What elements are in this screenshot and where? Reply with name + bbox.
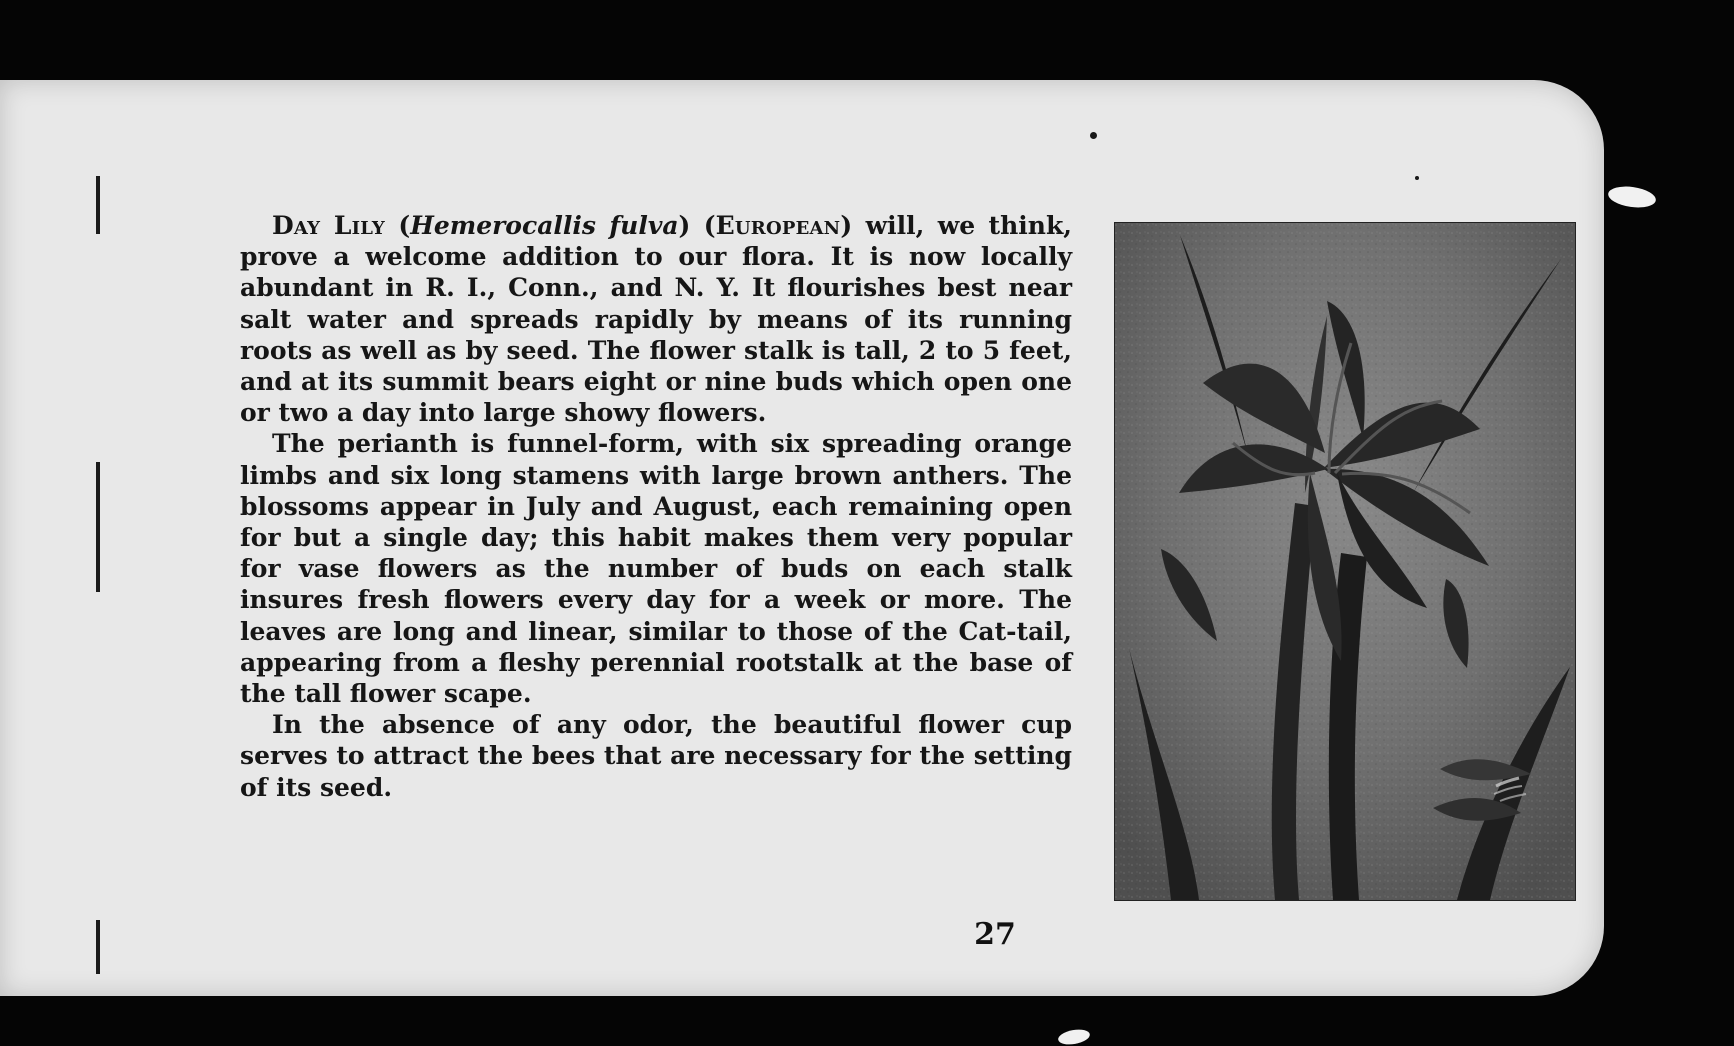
parenthesis-separator: ) ( — [678, 211, 716, 240]
article-text — [240, 210, 1072, 803]
paragraph-1-body: ) will, we think, prove a welcome addition to our flora. It is now locally abundant in R. I., Conn., and N. Y. It flourishes best near salt water and spreads rapidly by means of its running roots as well as by seed. The flower stalk is tall, 2 to 5 feet, and at its summit bears eight or nine buds which open one or two a day into large showy flowers. — [240, 211, 1072, 428]
paper-scrap — [1057, 1027, 1091, 1046]
page-number: 27 — [974, 917, 1016, 952]
common-name: Day Lily — [272, 211, 385, 240]
ink-speck — [1090, 132, 1097, 139]
paper-scrap — [1607, 184, 1657, 210]
ink-speck — [1415, 176, 1419, 180]
paragraph-perianth-description: The perianth is funnel-form, with six spreading orange limbs and six long stamens with large brown anthers. The blossoms appear in July and August, each remaining open for but a single day; this habit makes them very popular for vase flowers as the number of buds on each stalk insures fresh flowers every day for a week or more. The leaves are long and linear, similar to those of the Cat-tail, appearing from a fleshy perennial rootstalk at the base of the tall flower scape. — [240, 429, 1072, 709]
paragraph-day-lily-intro — [240, 210, 1072, 428]
binding-mark-bottom — [96, 920, 100, 974]
origin-label: European — [715, 211, 841, 240]
paragraph-bees: In the absence of any odor, the beautiful flower cup serves to attract the bees that are necessary for the setting of its seed. — [240, 710, 1072, 802]
day-lily-illustration — [1114, 222, 1576, 901]
open-parenthesis: ( — [384, 211, 411, 240]
scientific-name: Hemerocallis fulva — [410, 211, 679, 240]
binding-mark-middle — [96, 462, 100, 592]
binding-mark-top — [96, 176, 100, 234]
